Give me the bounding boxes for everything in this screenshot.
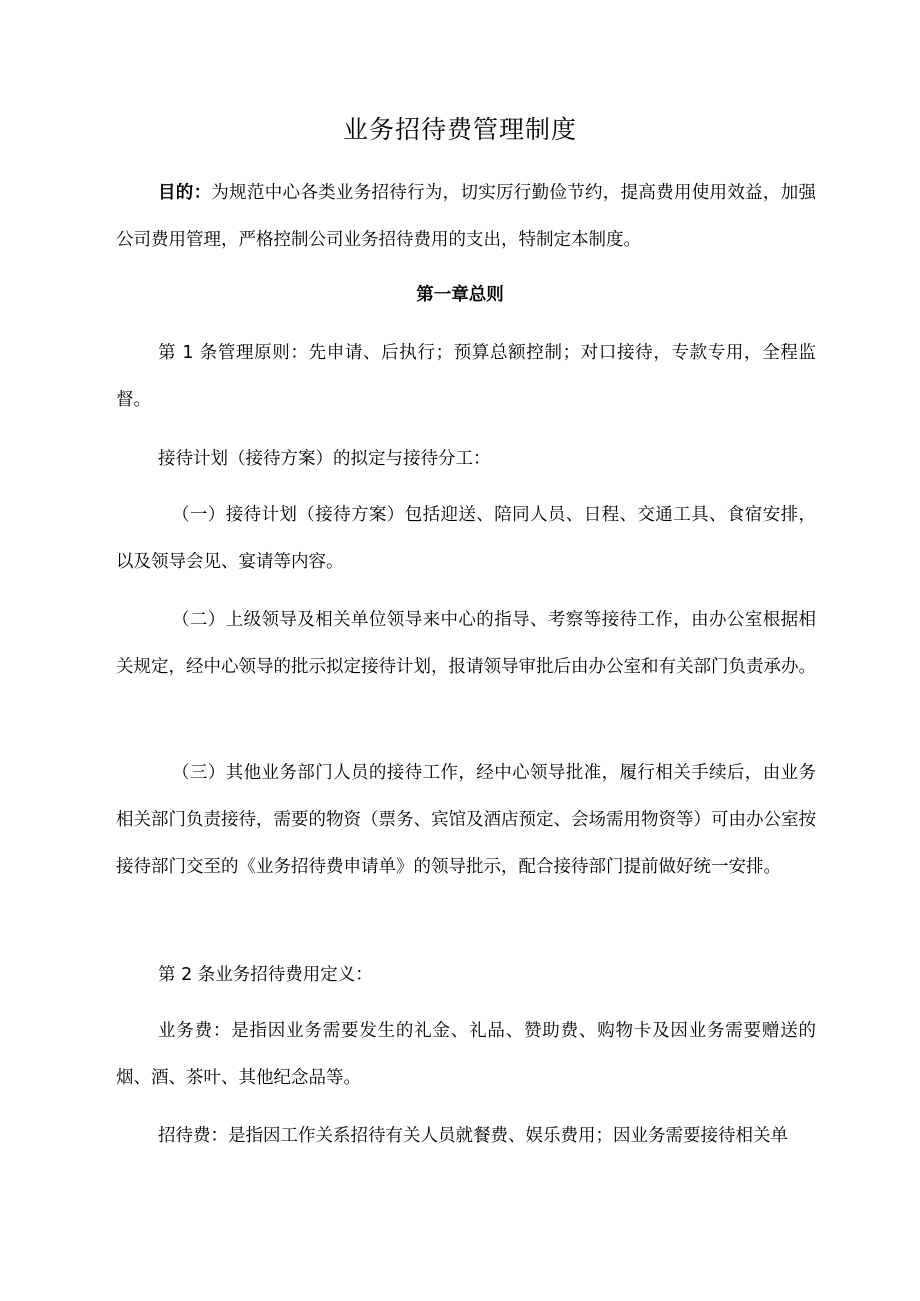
article-2-paragraph: 第 2 条业务招待费用定义： bbox=[158, 965, 373, 985]
item-3-paragraph: （三）其他业务部门人员的接待工作，经中心领导批准，履行相关手续后，由业务相关部门负责接待，需要的物资（票务、宾馆及酒店预定、会场需用物资等）可由办公室按接待部门交至的《业务招待费申请单》的领导批示，配合接待部门提前做好统一安排。 bbox=[116, 763, 816, 877]
chapter-heading: 第一章总则 bbox=[416, 285, 504, 305]
business-fee-paragraph: 业务费：是指因业务需要发生的礼金、礼品、赞助费、购物卡及因业务需要赠送的烟、酒、茶叶、其他纪念品等。 bbox=[116, 1021, 816, 1088]
purpose-text: 为规范中心各类业务招待行为，切实厉行勤俭节约，提高费用使用效益，加强公司费用管理，严格控制公司业务招待费用的支出，特制定本制度。 bbox=[116, 183, 816, 250]
document-title: 业务招待费管理制度 bbox=[342, 115, 577, 144]
purpose-label: 目的： bbox=[158, 183, 212, 203]
purpose-paragraph bbox=[116, 170, 816, 264]
plan-heading-paragraph: 接待计划（接待方案）的拟定与接待分工： bbox=[158, 449, 491, 469]
entertainment-fee-paragraph: 招待费：是指因工作关系招待有关人员就餐费、娱乐费用；因业务需要接待相关单 bbox=[158, 1126, 788, 1146]
item-2-paragraph: （二）上级领导及相关单位领导来中心的指导、考察等接待工作，由办公室根据相关规定，经中心领导的批示拟定接待计划，报请领导审批后由办公室和有关部门负责承办。 bbox=[116, 610, 816, 677]
article-1-paragraph: 第 1 条管理原则：先申请、后执行；预算总额控制；对口接待，专款专用，全程监督。 bbox=[116, 343, 816, 410]
item-1-paragraph: （一）接待计划（接待方案）包括迎送、陪同人员、日程、交通工具、食宿安排，以及领导会见、宴请等内容。 bbox=[116, 505, 816, 572]
